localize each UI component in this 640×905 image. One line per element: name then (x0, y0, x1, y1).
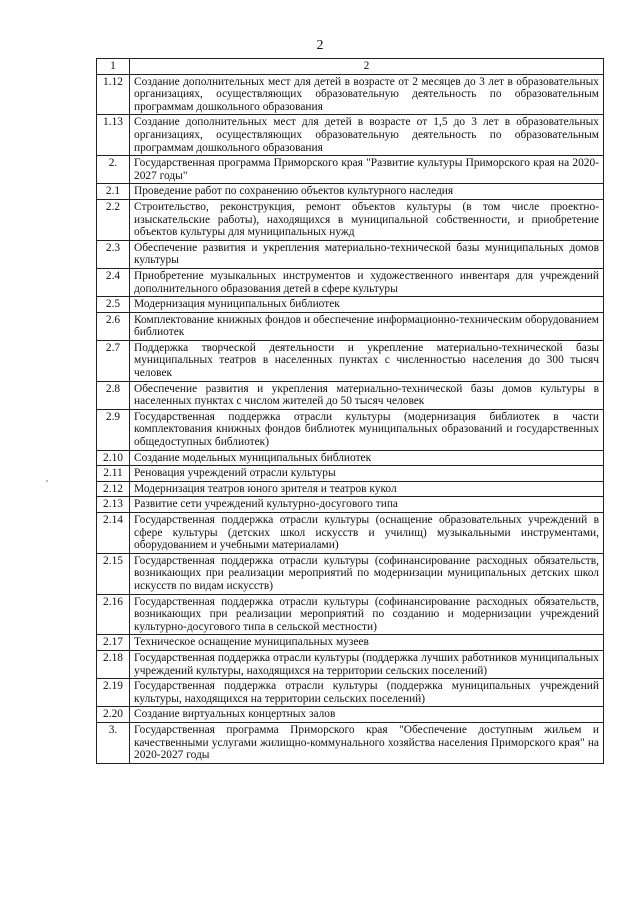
table-row (97, 381, 604, 409)
table-row (97, 74, 604, 115)
table-row (97, 650, 604, 678)
row-text: Государственная поддержка отрасли культуры (софинансирование расходных обязательств, возникающих при реализации мероприятий по созданию и модернизации учреждений культурно-досугового типа в сельской местности) (130, 594, 604, 635)
row-number: 1.13 (97, 115, 130, 156)
row-number: 2.14 (97, 513, 130, 554)
row-number: 2. (97, 156, 130, 184)
row-text: Поддержка творческой деятельности и укрепление материально-технической базы муниципальных театров в населенных пунктах с численностью населения до 300 тысяч человек (130, 340, 604, 381)
row-text: Государственная поддержка отрасли культуры (модернизация библиотек в части комплектования книжных фондов библиотек муниципальных образований и государственных общедоступных библиотек) (130, 409, 604, 450)
row-text: Строительство, реконструкция, ремонт объектов культуры (в том числе проектно-изыскательские работы), находящихся в муниципальной собственности, и приобретение объектов культуры для муниципальных нужд (130, 199, 604, 240)
row-number: 2.2 (97, 199, 130, 240)
row-text: Государственная поддержка отрасли культуры (поддержка муниципальных учреждений культуры, находящихся на территории сельских поселений) (130, 679, 604, 707)
row-number: 2.18 (97, 650, 130, 678)
row-text: Модернизация муниципальных библиотек (130, 297, 604, 313)
row-number: 3. (97, 722, 130, 763)
row-text: Обеспечение развития и укрепления материально-технической базы муниципальных домов культуры (130, 240, 604, 268)
row-number: 2.8 (97, 381, 130, 409)
row-text: Модернизация театров юного зрителя и театров кукол (130, 481, 604, 497)
row-number: 2.1 (97, 184, 130, 200)
table-row (97, 184, 604, 200)
row-text: Техническое оснащение муниципальных музеев (130, 635, 604, 651)
column-header-name: 2 (130, 59, 604, 75)
row-text: Государственная поддержка отрасли культуры (поддержка лучших работников муниципальных учреждений культуры, находящихся на территории сельских поселений) (130, 650, 604, 678)
table-row (97, 553, 604, 594)
table-row (97, 240, 604, 268)
row-text: Обеспечение развития и укрепления материально-технической базы домов культуры в населенных пунктах с числом жителей до 50 тысяч человек (130, 381, 604, 409)
row-number: 2.5 (97, 297, 130, 313)
table-row (97, 513, 604, 554)
row-text: Развитие сети учреждений культурно-досугового типа (130, 497, 604, 513)
table-row (97, 679, 604, 707)
table-header-row (97, 59, 604, 75)
row-text: Приобретение музыкальных инструментов и художественного инвентаря для учреждений дополнительного образования детей в сфере культуры (130, 268, 604, 296)
table-body (97, 59, 604, 764)
row-number: 2.12 (97, 481, 130, 497)
table-row (97, 268, 604, 296)
table-row (97, 466, 604, 482)
row-number: 2.4 (97, 268, 130, 296)
table-row (97, 199, 604, 240)
row-number: 2.20 (97, 707, 130, 723)
row-number: 2.15 (97, 553, 130, 594)
row-number: 2.19 (97, 679, 130, 707)
table-row (97, 707, 604, 723)
row-text: Государственная программа Приморского края "Развитие культуры Приморского края на 2020-2027 годы" (130, 156, 604, 184)
table-row (97, 722, 604, 763)
table-row (97, 594, 604, 635)
row-text: Государственная программа Приморского края "Обеспечение доступным жильем и качественными услугами жилищно-коммунального хозяйства населения Приморского края" на 2020-2027 годы (130, 722, 604, 763)
program-table (96, 58, 604, 764)
row-text: Создание модельных муниципальных библиотек (130, 450, 604, 466)
table-row (97, 115, 604, 156)
table-row (97, 297, 604, 313)
row-number: 2.11 (97, 466, 130, 482)
row-text: Создание дополнительных мест для детей в возрасте от 1,5 до 3 лет в образовательных организациях, осуществляющих образовательную деятельность по образовательным программам дошкольного образования (130, 115, 604, 156)
table-row (97, 409, 604, 450)
row-text: Комплектование книжных фондов и обеспечение информационно-техническим оборудованием библиотек (130, 312, 604, 340)
page-number: 2 (316, 38, 324, 53)
row-text: Создание виртуальных концертных залов (130, 707, 604, 723)
row-number: 2.6 (97, 312, 130, 340)
table-row (97, 312, 604, 340)
table-row (97, 497, 604, 513)
table-row (97, 635, 604, 651)
row-text: Проведение работ по сохранению объектов культурного наследия (130, 184, 604, 200)
row-text: Создание дополнительных мест для детей в возрасте от 2 месяцев до 3 лет в образовательных организациях, осуществляющих образовательную деятельность по образовательным программам дошкольного образования (130, 74, 604, 115)
row-text: Государственная поддержка отрасли культуры (оснащение образовательных учреждений в сфере культуры (детских школ искусств и училищ) музыкальными инструментами, оборудованием и учебными материалами) (130, 513, 604, 554)
row-number: 2.16 (97, 594, 130, 635)
row-number: 1.12 (97, 74, 130, 115)
table-row (97, 340, 604, 381)
row-text: Реновация учреждений отрасли культуры (130, 466, 604, 482)
row-number: 2.17 (97, 635, 130, 651)
row-text: Государственная поддержка отрасли культуры (софинансирование расходных обязательств, возникающих при реализации мероприятий по модернизации муниципальных детских школ искусств по видам искусств) (130, 553, 604, 594)
table-row (97, 450, 604, 466)
column-header-number: 1 (97, 59, 130, 75)
scan-mark (46, 480, 48, 482)
table-row (97, 156, 604, 184)
row-number: 2.7 (97, 340, 130, 381)
row-number: 2.10 (97, 450, 130, 466)
row-number: 2.9 (97, 409, 130, 450)
row-number: 2.3 (97, 240, 130, 268)
row-number: 2.13 (97, 497, 130, 513)
table-row (97, 481, 604, 497)
